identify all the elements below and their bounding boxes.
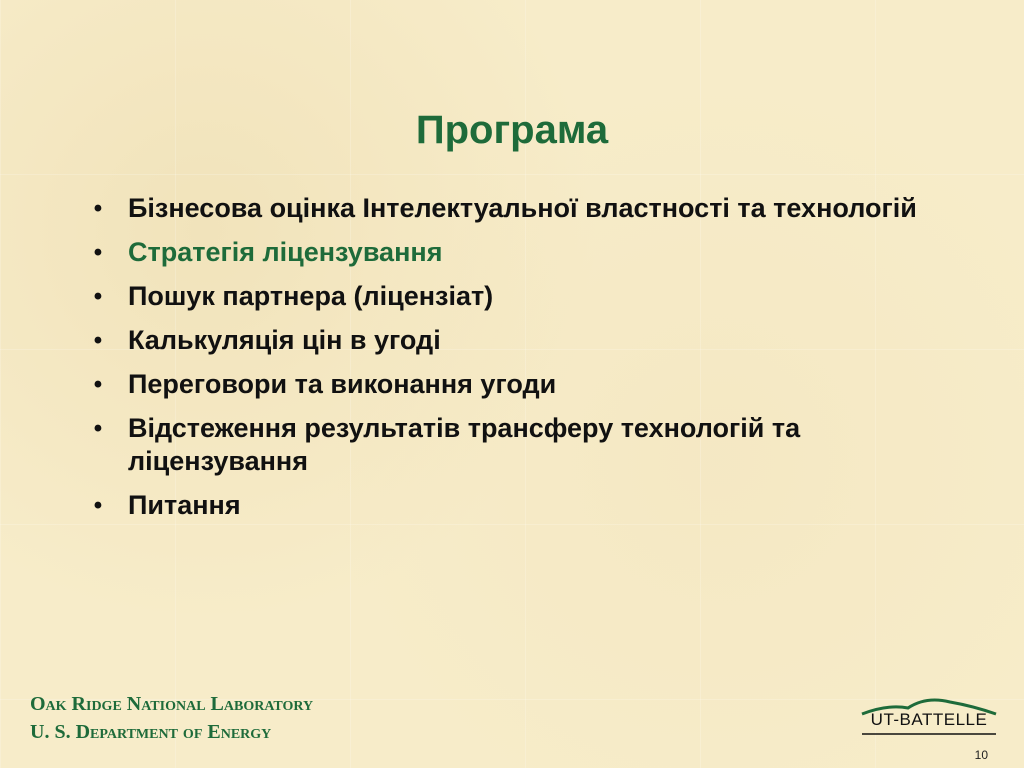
footer-lab-name: Oak Ridge National Laboratory [30, 693, 314, 715]
bullet-item [88, 192, 958, 225]
bullet-item [88, 412, 958, 478]
bullet-item [88, 280, 958, 313]
bullet-item [88, 489, 958, 522]
page-number: 10 [974, 748, 988, 762]
bullet-text: Переговори та виконання угоди [128, 369, 557, 399]
slide-title: Програма [415, 108, 609, 152]
footer-organization [30, 690, 313, 746]
bullet-text: Стратегія ліцензування [128, 237, 443, 267]
bullet-text: Калькуляція цін в угоді [128, 325, 441, 355]
ut-battelle-logo [858, 692, 1000, 736]
bullet-dot-icon: • [93, 415, 103, 442]
bullet-text: Пошук партнера (ліцензіат) [128, 281, 494, 311]
bullet-list [88, 192, 958, 533]
bullet-text: Бізнесова оцінка Інтелектуальної властності та технологій [128, 193, 917, 223]
bullet-text: Питання [128, 490, 241, 520]
bullet-text: Відстеження результатів трансферу технологій та ліцензування [128, 413, 801, 476]
logo-text: UT-BATTELLE [870, 710, 988, 729]
footer-department-name: U. S. Department of Energy [30, 721, 272, 743]
bullet-dot-icon: • [93, 239, 103, 266]
bullet-dot-icon: • [93, 492, 103, 519]
bullet-dot-icon: • [93, 195, 103, 222]
bullet-item-highlighted [88, 236, 958, 269]
bullet-dot-icon: • [93, 327, 103, 354]
bullet-dot-icon: • [93, 371, 103, 398]
bullet-item [88, 368, 958, 401]
bullet-dot-icon: • [93, 283, 103, 310]
bullet-item [88, 324, 958, 357]
